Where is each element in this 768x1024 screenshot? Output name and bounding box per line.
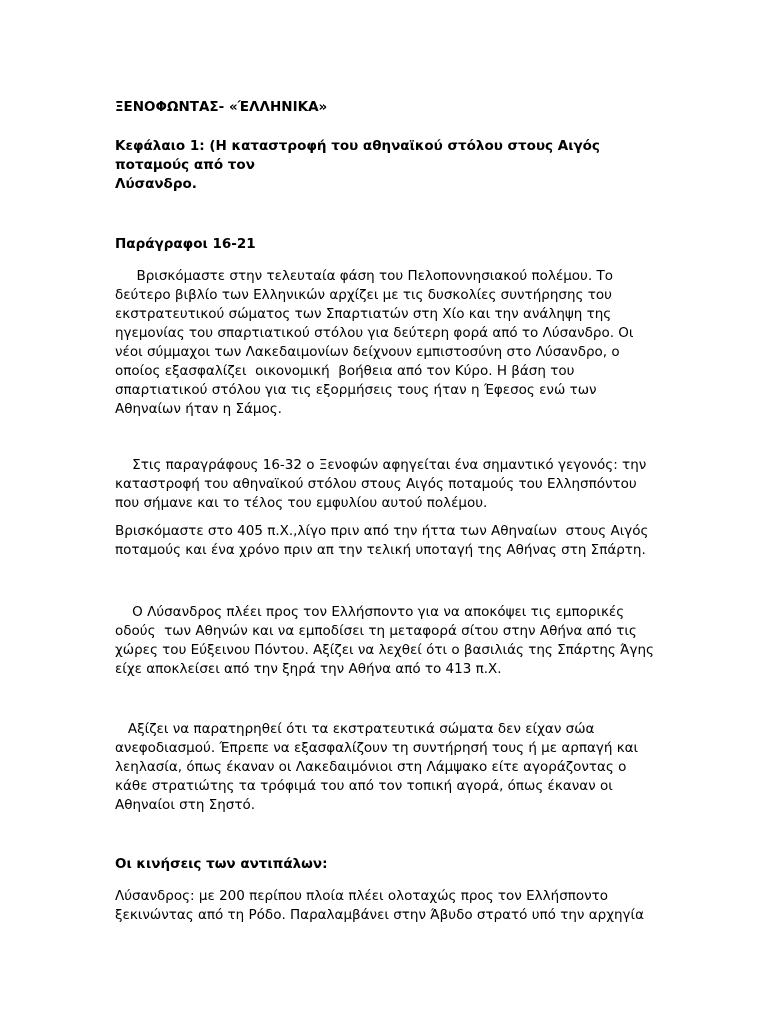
title-line: ΞΕΝΟΦΩΝΤΑΣ- «ΈΛΛΗΝΙΚΑ»: [115, 99, 328, 115]
text-line: Βρισκόμαστε στην τελευταία φάση του Πελοποννησιακού πολέμου. Το: [115, 268, 613, 284]
paragraphs-heading: [115, 235, 660, 254]
text-line: ξεκινώντας από τη Ρόδο. Παραλαμβάνει στην Άβυδο στρατό υπό την αρχηγία: [115, 907, 645, 923]
text-line: Αξίζει να παρατηρηθεί ότι τα εκστρατευτικά σώματα δεν είχαν σώα: [115, 721, 595, 737]
paragraph-5: [115, 720, 660, 815]
text-line: χώρες του Εύξεινου Πόντου. Αξίζει να λεχθεί ότι ο βασιλιάς της Σπάρτης Άγης: [115, 642, 654, 658]
text-line: ανεφοδιασμού. Έπρεπε να εξασφαλίζουν τη συντήρησή τους ή με αρπαγή και: [115, 740, 639, 756]
text-line: Βρισκόμαστε στο 405 π.Χ.,λίγο πριν από την ήττα των Αθηναίων στους Αιγός: [115, 523, 649, 539]
text-line: είχε αποκλείσει από την ξηρά την Αθήνα από το 413 π.Χ.: [115, 661, 502, 677]
document-title: [115, 98, 660, 117]
text-line: κάθε στρατιώτης τα τρόφιμά του από τον τοπική αγορά, όπως έκαναν οι: [115, 778, 613, 794]
text-line: που σήμανε και το τέλος του εμφυλίου αυτού πολέμου.: [115, 495, 488, 511]
text-line: οδούς των Αθηνών και να εμποδίσει τη μεταφορά σίτου στην Αθήνα από τις: [115, 623, 637, 639]
text-line: ηγεμονίας του σπαρτιατικού στόλου για δεύτερη φορά από το Λύσανδρο. Οι: [115, 325, 634, 341]
chapter-heading: [115, 137, 660, 194]
moves-heading-line: Οι κινήσεις των αντιπάλων:: [115, 856, 328, 872]
text-line: Αθηναίοι στη Σηστό.: [115, 797, 256, 813]
text-line: καταστροφή του αθηναϊκού στόλου στους Αιγός ποταμούς του Ελλησπόντου: [115, 476, 637, 492]
text-line: νέοι σύμμαχοι των Λακεδαιμονίων δείχνουν εμπιστοσύνη στο Λύσανδρο, ο: [115, 344, 620, 360]
text-line: οποίος εξασφαλίζει οικονομική βοήθεια από τον Κύρο. Η βάση του: [115, 363, 575, 379]
paragraph-2: [115, 456, 660, 513]
chapter-heading-line: Λύσανδρο.: [115, 176, 197, 192]
text-line: ποταμούς και ένα χρόνο πριν απ την τελική υποταγή της Αθήνας στη Σπάρτη.: [115, 542, 646, 558]
chapter-heading-line: ποταμούς από τον: [115, 157, 255, 173]
text-line: Αθηναίων ήταν η Σάμος.: [115, 401, 282, 417]
chapter-heading-line: Κεφάλαιο 1: (Η καταστροφή του αθηναϊκού στόλου στους Αιγός: [115, 138, 600, 154]
text-line: Στις παραγράφους 16-32 ο Ξενοφών αφηγείται ένα σημαντικό γεγονός: την: [115, 457, 647, 473]
text-line: δεύτερο βιβλίο των Ελληνικών αρχίζει με τις δυσκολίες συντήρησης του: [115, 287, 612, 303]
paragraphs-heading-line: Παράγραφοι 16-21: [115, 236, 256, 252]
paragraph-6: [115, 887, 660, 925]
paragraph-3: [115, 522, 660, 560]
text-line: εκστρατευτικού σώματος των Σπαρτιατών στη Χίο και την ανάληψη της: [115, 306, 612, 322]
moves-heading: [115, 855, 660, 874]
paragraph-4: [115, 603, 660, 679]
text-line: Λύσανδρος: με 200 περίπου πλοία πλέει ολοταχώς προς τον Ελλήσποντο: [115, 888, 609, 904]
text-line: λεηλασία, όπως έκαναν οι Λακεδαιμόνιοι στη Λάμψακο είτε αγοράζοντας ο: [115, 759, 627, 775]
paragraph-1: [115, 267, 660, 419]
text-line: Ο Λύσανδρος πλέει προς τον Ελλήσποντο για να αποκόψει τις εμπορικές: [115, 604, 625, 620]
text-line: σπαρτιατικού στόλου για τις εξορμήσεις τους ήταν η Έφεσος ενώ των: [115, 382, 597, 398]
